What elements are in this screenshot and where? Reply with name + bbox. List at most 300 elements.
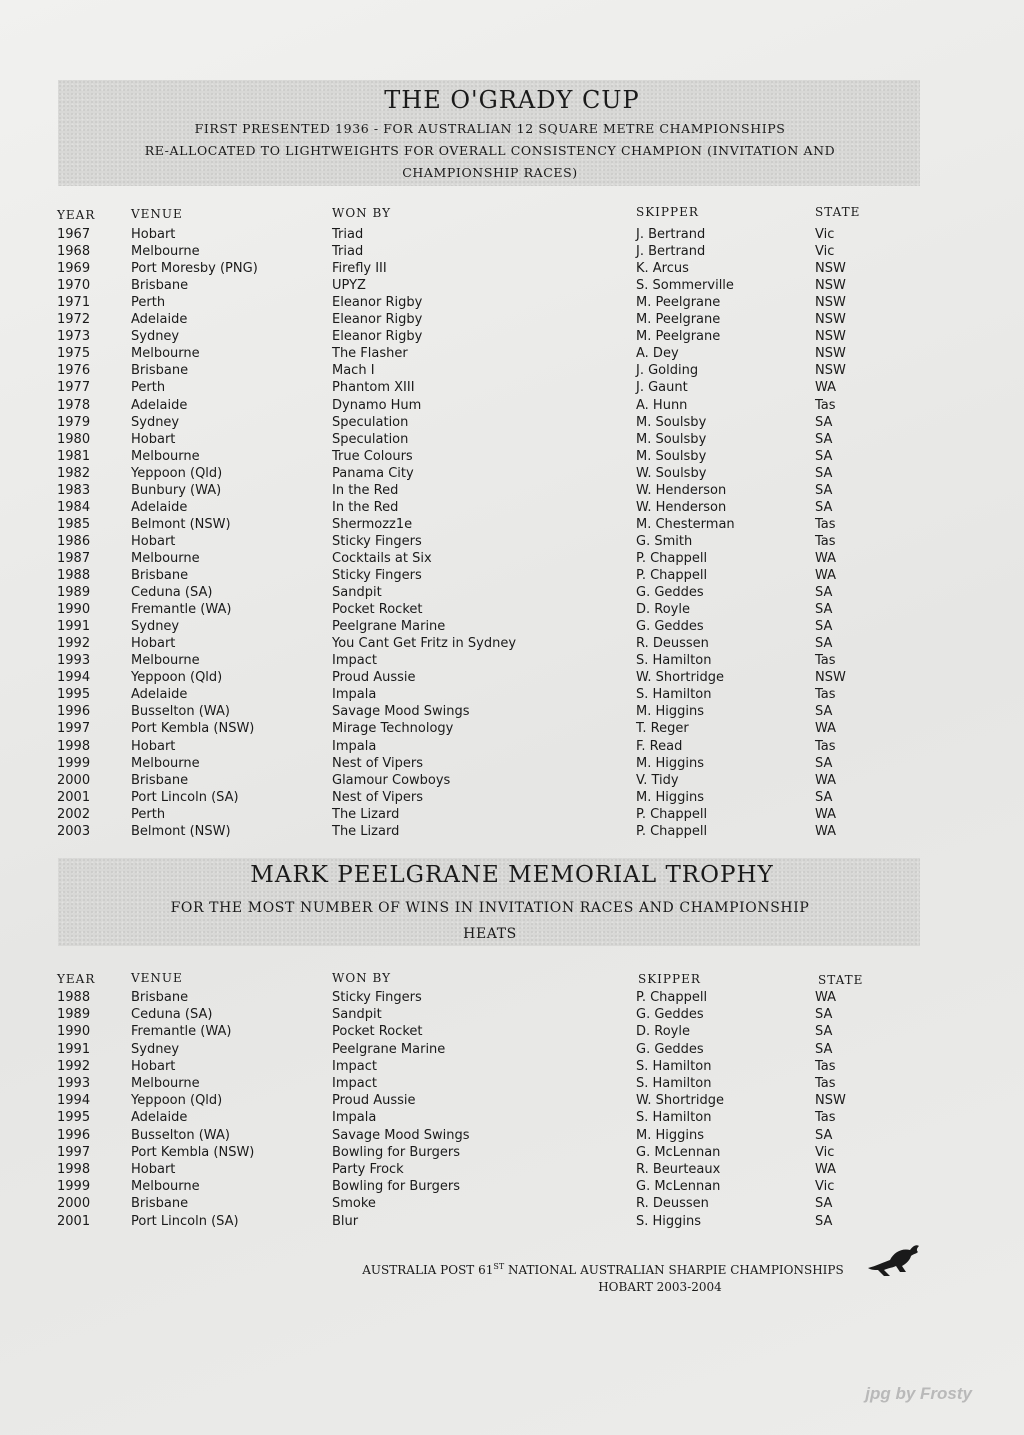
venue-cell: Ceduna (SA) — [131, 1007, 213, 1023]
table-row — [0, 720, 1024, 737]
won-by-cell: Mach I — [332, 363, 375, 379]
year-cell: 1970 — [57, 278, 91, 294]
won-by-cell: Glamour Cowboys — [332, 772, 451, 788]
footer-venue-years: HOBART 2003-2004 — [598, 1280, 722, 1294]
year-cell: 2000 — [57, 772, 91, 788]
venue-cell: Brisbane — [131, 1196, 189, 1212]
table-row — [0, 789, 1024, 806]
table-row — [0, 1127, 1024, 1144]
year-cell: 1986 — [57, 533, 91, 549]
won-by-cell: Sandpit — [332, 1007, 382, 1023]
won-by-cell: Impala — [332, 687, 377, 703]
state-cell: WA — [815, 380, 837, 396]
year-cell: 1992 — [57, 636, 91, 652]
venue-cell: Sydney — [131, 1041, 180, 1057]
year-cell: 1995 — [57, 1110, 91, 1126]
won-by-cell: Impala — [332, 1110, 377, 1126]
skipper-cell: M. Soulsby — [636, 431, 707, 447]
venue-cell: Sydney — [131, 329, 180, 345]
year-cell: 2001 — [57, 789, 91, 805]
won-by-cell: Panama City — [332, 465, 414, 481]
won-by-cell: Nest of Vipers — [332, 789, 423, 805]
state-cell: SA — [815, 619, 833, 635]
won-by-cell: Shermozz1e — [332, 516, 413, 532]
won-by-cell: Cocktails at Six — [332, 550, 432, 566]
year-cell: 1994 — [57, 670, 91, 686]
won-by-cell: Firefly III — [332, 261, 387, 277]
header-state: STATE — [818, 973, 864, 987]
peelgrane-trophy-title: MARK PEELGRANE MEMORIAL TROPHY — [250, 862, 774, 888]
table-row — [0, 482, 1024, 499]
header-year: YEAR — [57, 208, 96, 222]
header-skipper: SKIPPER — [636, 205, 699, 219]
skipper-cell: J. Golding — [636, 363, 699, 379]
table-row — [0, 584, 1024, 601]
state-cell: SA — [815, 482, 833, 498]
year-cell: 1999 — [57, 1179, 91, 1195]
won-by-cell: Proud Aussie — [332, 1093, 416, 1109]
year-cell: 1990 — [57, 1024, 91, 1040]
won-by-cell: Triad — [332, 227, 364, 242]
table-row — [0, 567, 1024, 584]
venue-cell: Melbourne — [131, 448, 200, 464]
won-by-cell: True Colours — [332, 448, 413, 464]
state-cell: SA — [815, 499, 833, 515]
year-cell: 1976 — [57, 363, 91, 379]
venue-cell: Fremantle (WA) — [131, 1024, 232, 1040]
table-row — [0, 1006, 1024, 1023]
table-row — [0, 448, 1024, 465]
won-by-cell: Savage Mood Swings — [332, 1127, 470, 1143]
table-row — [0, 226, 1024, 243]
year-cell: 1998 — [57, 738, 91, 754]
skipper-cell: G. Geddes — [636, 585, 704, 601]
state-cell: SA — [815, 1024, 833, 1040]
state-cell: NSW — [815, 295, 846, 311]
header-won-by: WON BY — [332, 206, 392, 220]
table-row — [0, 1075, 1024, 1092]
skipper-cell: R. Beurteaux — [636, 1162, 721, 1177]
state-cell: SA — [815, 636, 833, 652]
year-cell: 1995 — [57, 687, 91, 703]
skipper-cell: M. Higgins — [636, 755, 704, 771]
table-row — [0, 618, 1024, 635]
state-cell: NSW — [815, 363, 846, 379]
venue-cell: Busselton (WA) — [131, 704, 230, 720]
venue-cell: Port Moresby (PNG) — [131, 261, 258, 277]
skipper-cell: M. Peelgrane — [636, 295, 721, 311]
year-cell: 1978 — [57, 397, 91, 413]
venue-cell: Port Kembla (NSW) — [131, 721, 255, 737]
skipper-cell: W. Shortridge — [636, 1093, 724, 1109]
table-row — [0, 379, 1024, 396]
won-by-cell: Sticky Fingers — [332, 568, 422, 583]
skipper-cell: J. Gaunt — [636, 380, 688, 396]
state-cell: Tas — [815, 653, 836, 669]
venue-cell: Sydney — [131, 619, 180, 635]
won-by-cell: In the Red — [332, 499, 399, 515]
header-venue: VENUE — [131, 971, 183, 985]
venue-cell: Hobart — [131, 636, 176, 652]
year-cell: 1980 — [57, 431, 91, 447]
venue-cell: Perth — [131, 380, 166, 396]
year-cell: 1967 — [57, 227, 91, 242]
header-state: STATE — [815, 205, 861, 219]
skipper-cell: G. Smith — [636, 533, 693, 549]
watermark-text: jpg by Frosty — [865, 1384, 972, 1403]
venue-cell: Melbourne — [131, 346, 200, 362]
skipper-cell: G. Geddes — [636, 1041, 704, 1057]
venue-cell: Hobart — [131, 1162, 176, 1177]
peelgrane-trophy-subtitle — [60, 895, 920, 947]
won-by-cell: Impact — [332, 1076, 377, 1091]
skipper-cell: M. Chesterman — [636, 516, 735, 532]
year-cell: 1993 — [57, 1076, 91, 1091]
skipper-cell: P. Chappell — [636, 550, 708, 566]
year-cell: 1997 — [57, 721, 91, 737]
table-row — [0, 669, 1024, 686]
venue-cell: Belmont (NSW) — [131, 823, 231, 839]
won-by-cell: Speculation — [332, 414, 409, 430]
venue-cell: Adelaide — [131, 499, 188, 515]
state-cell: Tas — [815, 533, 836, 549]
table-row — [0, 431, 1024, 448]
skipper-cell: J. Bertrand — [636, 244, 706, 260]
won-by-cell: Mirage Technology — [332, 721, 454, 737]
venue-cell: Melbourne — [131, 550, 200, 566]
table-row — [0, 823, 1024, 840]
table-row — [0, 311, 1024, 328]
won-by-cell: Speculation — [332, 431, 409, 447]
footer-line1-sup: ST — [493, 1262, 505, 1271]
subtitle-line: CHAMPIONSHIP RACES) — [402, 165, 578, 180]
table-row — [0, 1213, 1024, 1230]
skipper-cell: R. Deussen — [636, 1196, 709, 1212]
won-by-cell: Dynamo Hum — [332, 397, 422, 413]
skipper-cell: M. Peelgrane — [636, 329, 721, 345]
state-cell: SA — [815, 755, 833, 771]
skipper-cell: M. Higgins — [636, 789, 704, 805]
state-cell: Vic — [815, 1179, 835, 1195]
header-year: YEAR — [57, 972, 96, 986]
state-cell: SA — [815, 414, 833, 430]
year-cell: 1993 — [57, 653, 91, 669]
table-row — [0, 465, 1024, 482]
venue-cell: Brisbane — [131, 772, 189, 788]
skipper-cell: K. Arcus — [636, 261, 689, 277]
won-by-cell: Eleanor Rigby — [332, 295, 423, 311]
state-cell: NSW — [815, 1093, 846, 1109]
footer-line1-suffix: NATIONAL AUSTRALIAN SHARPIE CHAMPIONSHIPS — [504, 1263, 844, 1277]
state-cell: WA — [815, 1162, 837, 1177]
state-cell: Tas — [815, 516, 836, 532]
state-cell: NSW — [815, 261, 846, 277]
venue-cell: Hobart — [131, 738, 176, 754]
table-row — [0, 294, 1024, 311]
table-row — [0, 1178, 1024, 1195]
table-row — [0, 362, 1024, 379]
year-cell: 1996 — [57, 1127, 91, 1143]
venue-cell: Brisbane — [131, 278, 189, 294]
state-cell: Tas — [815, 1058, 836, 1074]
skipper-cell: S. Hamilton — [636, 1076, 712, 1091]
venue-cell: Hobart — [131, 533, 176, 549]
won-by-cell: Blur — [332, 1213, 359, 1229]
subtitle-line: FIRST PRESENTED 1936 - FOR AUSTRALIAN 12 SQUARE METRE CHAMPIONSHIPS — [194, 121, 786, 136]
won-by-cell: The Flasher — [332, 346, 408, 362]
table-row — [0, 243, 1024, 260]
state-cell: Vic — [815, 227, 835, 242]
skipper-cell: M. Soulsby — [636, 414, 707, 430]
table-row — [0, 806, 1024, 823]
table-row — [0, 260, 1024, 277]
year-cell: 1971 — [57, 295, 91, 311]
ogrady-cup-subtitle — [60, 118, 920, 184]
table-row — [0, 533, 1024, 550]
state-cell: SA — [815, 585, 833, 601]
skipper-cell: G. Geddes — [636, 619, 704, 635]
table-row — [0, 755, 1024, 772]
year-cell: 1968 — [57, 244, 91, 260]
state-cell: NSW — [815, 346, 846, 362]
venue-cell: Melbourne — [131, 1179, 200, 1195]
won-by-cell: Sticky Fingers — [332, 533, 422, 549]
year-cell: 1994 — [57, 1093, 91, 1109]
won-by-cell: Proud Aussie — [332, 670, 416, 686]
won-by-cell: Smoke — [332, 1196, 376, 1212]
venue-cell: Melbourne — [131, 244, 200, 260]
skipper-cell: G. Geddes — [636, 1007, 704, 1023]
skipper-cell: P. Chappell — [636, 568, 708, 583]
table-row — [0, 328, 1024, 345]
year-cell: 1991 — [57, 619, 91, 635]
venue-cell: Brisbane — [131, 568, 189, 583]
table-row — [0, 277, 1024, 294]
state-cell: SA — [815, 789, 833, 805]
skipper-cell: W. Soulsby — [636, 465, 707, 481]
year-cell: 1987 — [57, 550, 91, 566]
won-by-cell: Impact — [332, 653, 377, 669]
skipper-cell: R. Deussen — [636, 636, 709, 652]
won-by-cell: Party Frock — [332, 1162, 404, 1177]
venue-cell: Yeppoon (Qld) — [131, 465, 223, 481]
skipper-cell: P. Chappell — [636, 990, 708, 1005]
year-cell: 1999 — [57, 755, 91, 771]
won-by-cell: Peelgrane Marine — [332, 1041, 446, 1057]
won-by-cell: UPYZ — [332, 278, 366, 294]
state-cell: Tas — [815, 687, 836, 703]
won-by-cell: Nest of Vipers — [332, 755, 423, 771]
won-by-cell: Bowling for Burgers — [332, 1179, 461, 1195]
won-by-cell: Bowling for Burgers — [332, 1144, 461, 1160]
state-cell: NSW — [815, 312, 846, 328]
year-cell: 1982 — [57, 465, 91, 481]
won-by-cell: Peelgrane Marine — [332, 619, 446, 635]
skipper-cell: M. Higgins — [636, 704, 704, 720]
skipper-cell: F. Read — [636, 738, 683, 754]
venue-cell: Yeppoon (Qld) — [131, 670, 223, 686]
venue-cell: Adelaide — [131, 1110, 188, 1126]
won-by-cell: Pocket Rocket — [332, 1024, 423, 1040]
won-by-cell: Pocket Rocket — [332, 602, 423, 618]
table-row — [0, 1092, 1024, 1109]
table-row — [0, 1109, 1024, 1126]
won-by-cell: Eleanor Rigby — [332, 312, 423, 328]
skipper-cell: S. Higgins — [636, 1213, 702, 1229]
won-by-cell: Impact — [332, 1058, 377, 1074]
state-cell: SA — [815, 1041, 833, 1057]
skipper-cell: S. Hamilton — [636, 1058, 712, 1074]
venue-cell: Perth — [131, 295, 166, 311]
table-row — [0, 686, 1024, 703]
skipper-cell: A. Dey — [636, 346, 679, 362]
header-won-by: WON BY — [332, 971, 392, 985]
year-cell: 2001 — [57, 1213, 91, 1229]
subtitle-line: FOR THE MOST NUMBER OF WINS IN INVITATION RACES AND CHAMPIONSHIP — [170, 900, 810, 916]
table-row — [0, 635, 1024, 652]
year-cell: 1990 — [57, 602, 91, 618]
won-by-cell: Phantom XIII — [332, 380, 415, 396]
won-by-cell: The Lizard — [332, 806, 400, 822]
table-row — [0, 345, 1024, 362]
state-cell: Tas — [815, 1110, 836, 1126]
table-row — [0, 1058, 1024, 1075]
year-cell: 2002 — [57, 806, 91, 822]
venue-cell: Sydney — [131, 414, 180, 430]
state-cell: WA — [815, 806, 837, 822]
state-cell: WA — [815, 990, 837, 1005]
won-by-cell: You Cant Get Fritz in Sydney — [332, 636, 517, 652]
year-cell: 1977 — [57, 380, 91, 396]
skipper-cell: S. Hamilton — [636, 653, 712, 669]
table-row — [0, 1023, 1024, 1040]
venue-cell: Melbourne — [131, 653, 200, 669]
state-cell: SA — [815, 465, 833, 481]
header-venue: VENUE — [131, 207, 183, 221]
state-cell: SA — [815, 1213, 833, 1229]
won-by-cell: Sticky Fingers — [332, 990, 422, 1005]
state-cell: WA — [815, 568, 837, 583]
state-cell: Tas — [815, 738, 836, 754]
venue-cell: Hobart — [131, 431, 176, 447]
year-cell: 1988 — [57, 990, 91, 1005]
venue-cell: Belmont (NSW) — [131, 516, 231, 532]
venue-cell: Brisbane — [131, 363, 189, 379]
won-by-cell: Eleanor Rigby — [332, 329, 423, 345]
venue-cell: Hobart — [131, 227, 176, 242]
state-cell: SA — [815, 1196, 833, 1212]
year-cell: 2000 — [57, 1196, 91, 1212]
year-cell: 1979 — [57, 414, 91, 430]
year-cell: 2003 — [57, 823, 91, 839]
year-cell: 1989 — [57, 585, 91, 601]
won-by-cell: Triad — [332, 244, 364, 260]
skipper-cell: W. Shortridge — [636, 670, 724, 686]
skipper-cell: S. Sommerville — [636, 278, 734, 294]
won-by-cell: The Lizard — [332, 823, 400, 839]
state-cell: Vic — [815, 1144, 835, 1160]
state-cell: WA — [815, 550, 837, 566]
year-cell: 1973 — [57, 329, 91, 345]
skipper-cell: P. Chappell — [636, 806, 708, 822]
skipper-cell: W. Henderson — [636, 482, 727, 498]
year-cell: 1975 — [57, 346, 91, 362]
won-by-cell: Impala — [332, 738, 377, 754]
venue-cell: Ceduna (SA) — [131, 585, 213, 601]
skipper-cell: G. McLennan — [636, 1179, 721, 1195]
venue-cell: Fremantle (WA) — [131, 602, 232, 618]
footer-line1-prefix: AUSTRALIA POST 61 — [362, 1263, 494, 1277]
skipper-cell: A. Hunn — [636, 397, 688, 413]
ogrady-cup-title: THE O'GRADY CUP — [384, 86, 640, 114]
table-row — [0, 1041, 1024, 1058]
state-cell: SA — [815, 1007, 833, 1023]
header-skipper: SKIPPER — [638, 972, 701, 986]
state-cell: WA — [815, 772, 837, 788]
venue-cell: Bunbury (WA) — [131, 482, 222, 498]
venue-cell: Yeppoon (Qld) — [131, 1093, 223, 1109]
state-cell: Tas — [815, 1076, 836, 1091]
state-cell: Tas — [815, 397, 836, 413]
year-cell: 1985 — [57, 516, 91, 532]
skipper-cell: S. Hamilton — [636, 687, 712, 703]
table-row — [0, 397, 1024, 414]
year-cell: 1991 — [57, 1041, 91, 1057]
skipper-cell: D. Royle — [636, 1024, 690, 1040]
year-cell: 1998 — [57, 1162, 91, 1177]
table-row — [0, 703, 1024, 720]
skipper-cell: D. Royle — [636, 602, 690, 618]
subtitle-line: HEATS — [463, 926, 517, 942]
state-cell: NSW — [815, 278, 846, 294]
year-cell: 1988 — [57, 568, 91, 583]
state-cell: SA — [815, 431, 833, 447]
skipper-cell: G. McLennan — [636, 1144, 721, 1160]
table-row — [0, 1144, 1024, 1161]
state-cell: NSW — [815, 329, 846, 345]
year-cell: 1972 — [57, 312, 91, 328]
won-by-cell: Sandpit — [332, 585, 382, 601]
skipper-cell: T. Reger — [636, 721, 689, 737]
state-cell: SA — [815, 704, 833, 720]
table-row — [0, 601, 1024, 618]
skipper-cell: P. Chappell — [636, 823, 708, 839]
skipper-cell: M. Higgins — [636, 1127, 704, 1143]
table-row — [0, 550, 1024, 567]
skipper-cell: V. Tidy — [636, 772, 679, 788]
state-cell: WA — [815, 823, 837, 839]
table-row — [0, 989, 1024, 1006]
won-by-cell: In the Red — [332, 482, 399, 498]
venue-cell: Busselton (WA) — [131, 1127, 230, 1143]
venue-cell: Perth — [131, 806, 166, 822]
skipper-cell: M. Soulsby — [636, 448, 707, 464]
venue-cell: Adelaide — [131, 687, 188, 703]
venue-cell: Port Kembla (NSW) — [131, 1144, 255, 1160]
state-cell: WA — [815, 721, 837, 737]
state-cell: NSW — [815, 670, 846, 686]
table-row — [0, 516, 1024, 533]
table-row — [0, 772, 1024, 789]
kangaroo-icon — [866, 1238, 924, 1278]
table-row — [0, 414, 1024, 431]
year-cell: 1969 — [57, 261, 91, 277]
venue-cell: Port Lincoln (SA) — [131, 1213, 239, 1229]
skipper-cell: J. Bertrand — [636, 227, 706, 242]
won-by-cell: Savage Mood Swings — [332, 704, 470, 720]
skipper-cell: M. Peelgrane — [636, 312, 721, 328]
year-cell: 1992 — [57, 1058, 91, 1074]
